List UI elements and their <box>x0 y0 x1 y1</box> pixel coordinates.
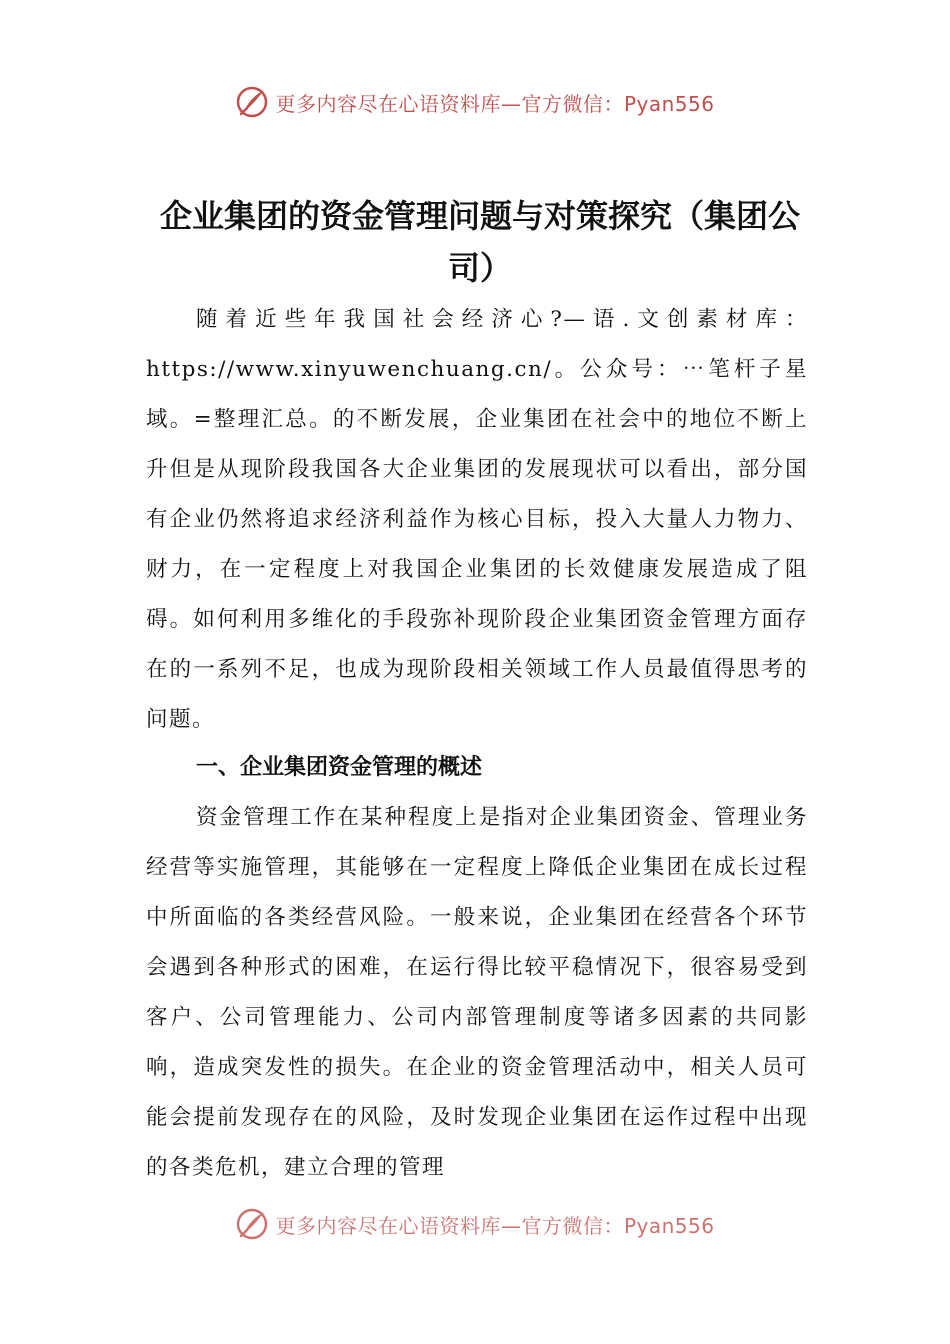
watermark-text: 更多内容尽在心语资料库—官方微信：Pyan556 <box>275 1213 715 1238</box>
intro-paragraph: 随着近些年我国社会经济心?—语.文创素材库：https://www.xinyuwenchuang.cn/。公众号：⋯笔杆子星域。=整理汇总。的不断发展，企业集团在社会中的地位不断上升但是从现阶段我国各大企业集团的发展现状可以看出，部分国有企业仍然将追求经济利益作为核心目标，投入大量人力物力、财力，在一定程度上对我国企业集团的长效健康发展造成了阻碍。如何利用多维化的手段弥补现阶段企业集团资金管理方面存在的一系列不足，也成为现阶段相关领域工作人员最值得思考的问题。 <box>146 307 808 732</box>
quill-logo-icon <box>235 85 269 119</box>
header-watermark <box>0 84 950 120</box>
footer-watermark <box>0 1206 950 1242</box>
document-title: 企业集团的资金管理问题与对策探究（集团公司） <box>159 197 800 287</box>
quill-logo-icon <box>235 1207 269 1241</box>
watermark-text: 更多内容尽在心语资料库—官方微信：Pyan556 <box>275 91 715 116</box>
section-paragraph: 资金管理工作在某种程度上是指对企业集团资金、管理业务经营等实施管理，其能够在一定程度上降低企业集团在成长过程中所面临的各类经营风险。一般来说，企业集团在经营各个环节会遇到各种形式的困难，在运行得比较平稳情况下，很容易受到客户、公司管理能力、公司内部管理制度等诸多因素的共同影响，造成突发性的损失。在企业的资金管理活动中，相关人员可能会提前发现存在的风险，及时发现企业集团在运作过程中出现的各类危机，建立合理的管理 <box>146 805 808 1180</box>
section-heading: 一、企业集团资金管理的概述 <box>196 755 483 780</box>
